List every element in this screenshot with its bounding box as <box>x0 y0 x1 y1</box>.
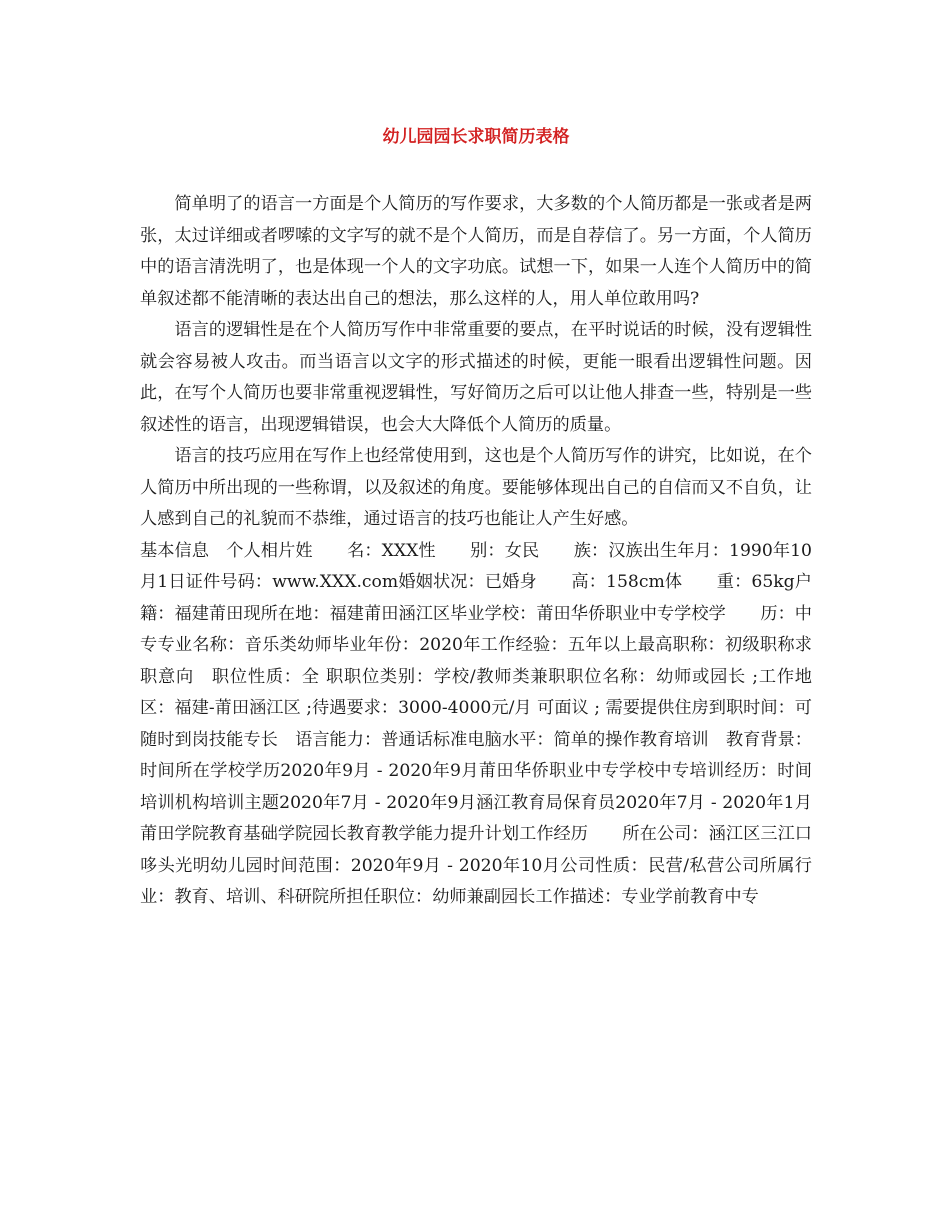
paragraph-concise-language: 简单明了的语言一方面是个人简历的写作要求，大多数的个人简历都是一张或者是两张，太过详细或者啰嗦的文字写的就不是个人简历，而是自荐信了。另一方面，个人简历中的语言清洗明了，也是体现一个人的文字功底。试想一下，如果一人连个人简历中的简单叙述都不能清晰的表达出自己的想法，那么这样的人，用人单位敢用吗? <box>140 194 812 309</box>
paragraph-logic: 语言的逻辑性是在个人简历写作中非常重要的要点，在平时说话的时候，没有逻辑性就会容易被人攻击。而当语言以文字的形式描述的时候，更能一眼看出逻辑性问题。因此，在写个人简历也要非常重视逻辑性，写好简历之后可以让他人排查一些，特别是一些叙述性的语言，出现逻辑错误，也会大大降低个人简历的质量。 <box>140 320 812 435</box>
document-body <box>140 189 847 914</box>
paragraph-language-skills: 语言的技巧应用在写作上也经常使用到，这也是个人简历写作的讲究，比如说，在个人简历中所出现的一些称谓，以及叙述的角度。要能够体现出自己的自信而又不自负，让人感到自己的礼貌而不恭维，通过语言的技巧也能让人产生好感。 <box>140 446 812 529</box>
resume-info-block: 基本信息 个人相片姓 名：XXX性 别：女民 族：汉族出生年月：1990年10月1日证件号码：www.XXX.com婚姻状况：已婚身 高：158cm体 重：65kg户 籍：福建莆田现所在地：福建莆田涵江区毕业学校：莆田华侨职业中专学校学 历：中专专业名称：音乐类幼师毕业年份：2020年工作经验：五年以上最高职称：初级职称求职意向 职位性质：全 职职位类别：学校/教师类兼职职位名称：幼师或园长 ;工作地区：福建-莆田涵江区 ;待遇要求：3000-4000元/月 可面议 ; 需要提供住房到职时间：可随时到岗技能专长 语言能力：普通话标准电脑水平：简单的操作教育培训 教育背景：时间所在学校学历2020年9月 - 2020年9月莆田华侨职业中专学校中专培训经历：时间培训机构培训主题2020年7月 - 2020年9月涵江教育局保育员2020年7月 - 2020年1月莆田学院教育基础学院园长教育教学能力提升计划工作经历 所在公司：涵江区三江口哆头光明幼儿园时间范围：2020年9月 - 2020年10月公司性质：民营/私营公司所属行业：教育、培训、科研院所担任职位：幼师兼副园长工作描述：专业学前教育中专 <box>140 540 847 907</box>
document-page <box>140 0 847 1230</box>
document-title: 幼儿园园长求职简历表格 <box>382 127 570 147</box>
